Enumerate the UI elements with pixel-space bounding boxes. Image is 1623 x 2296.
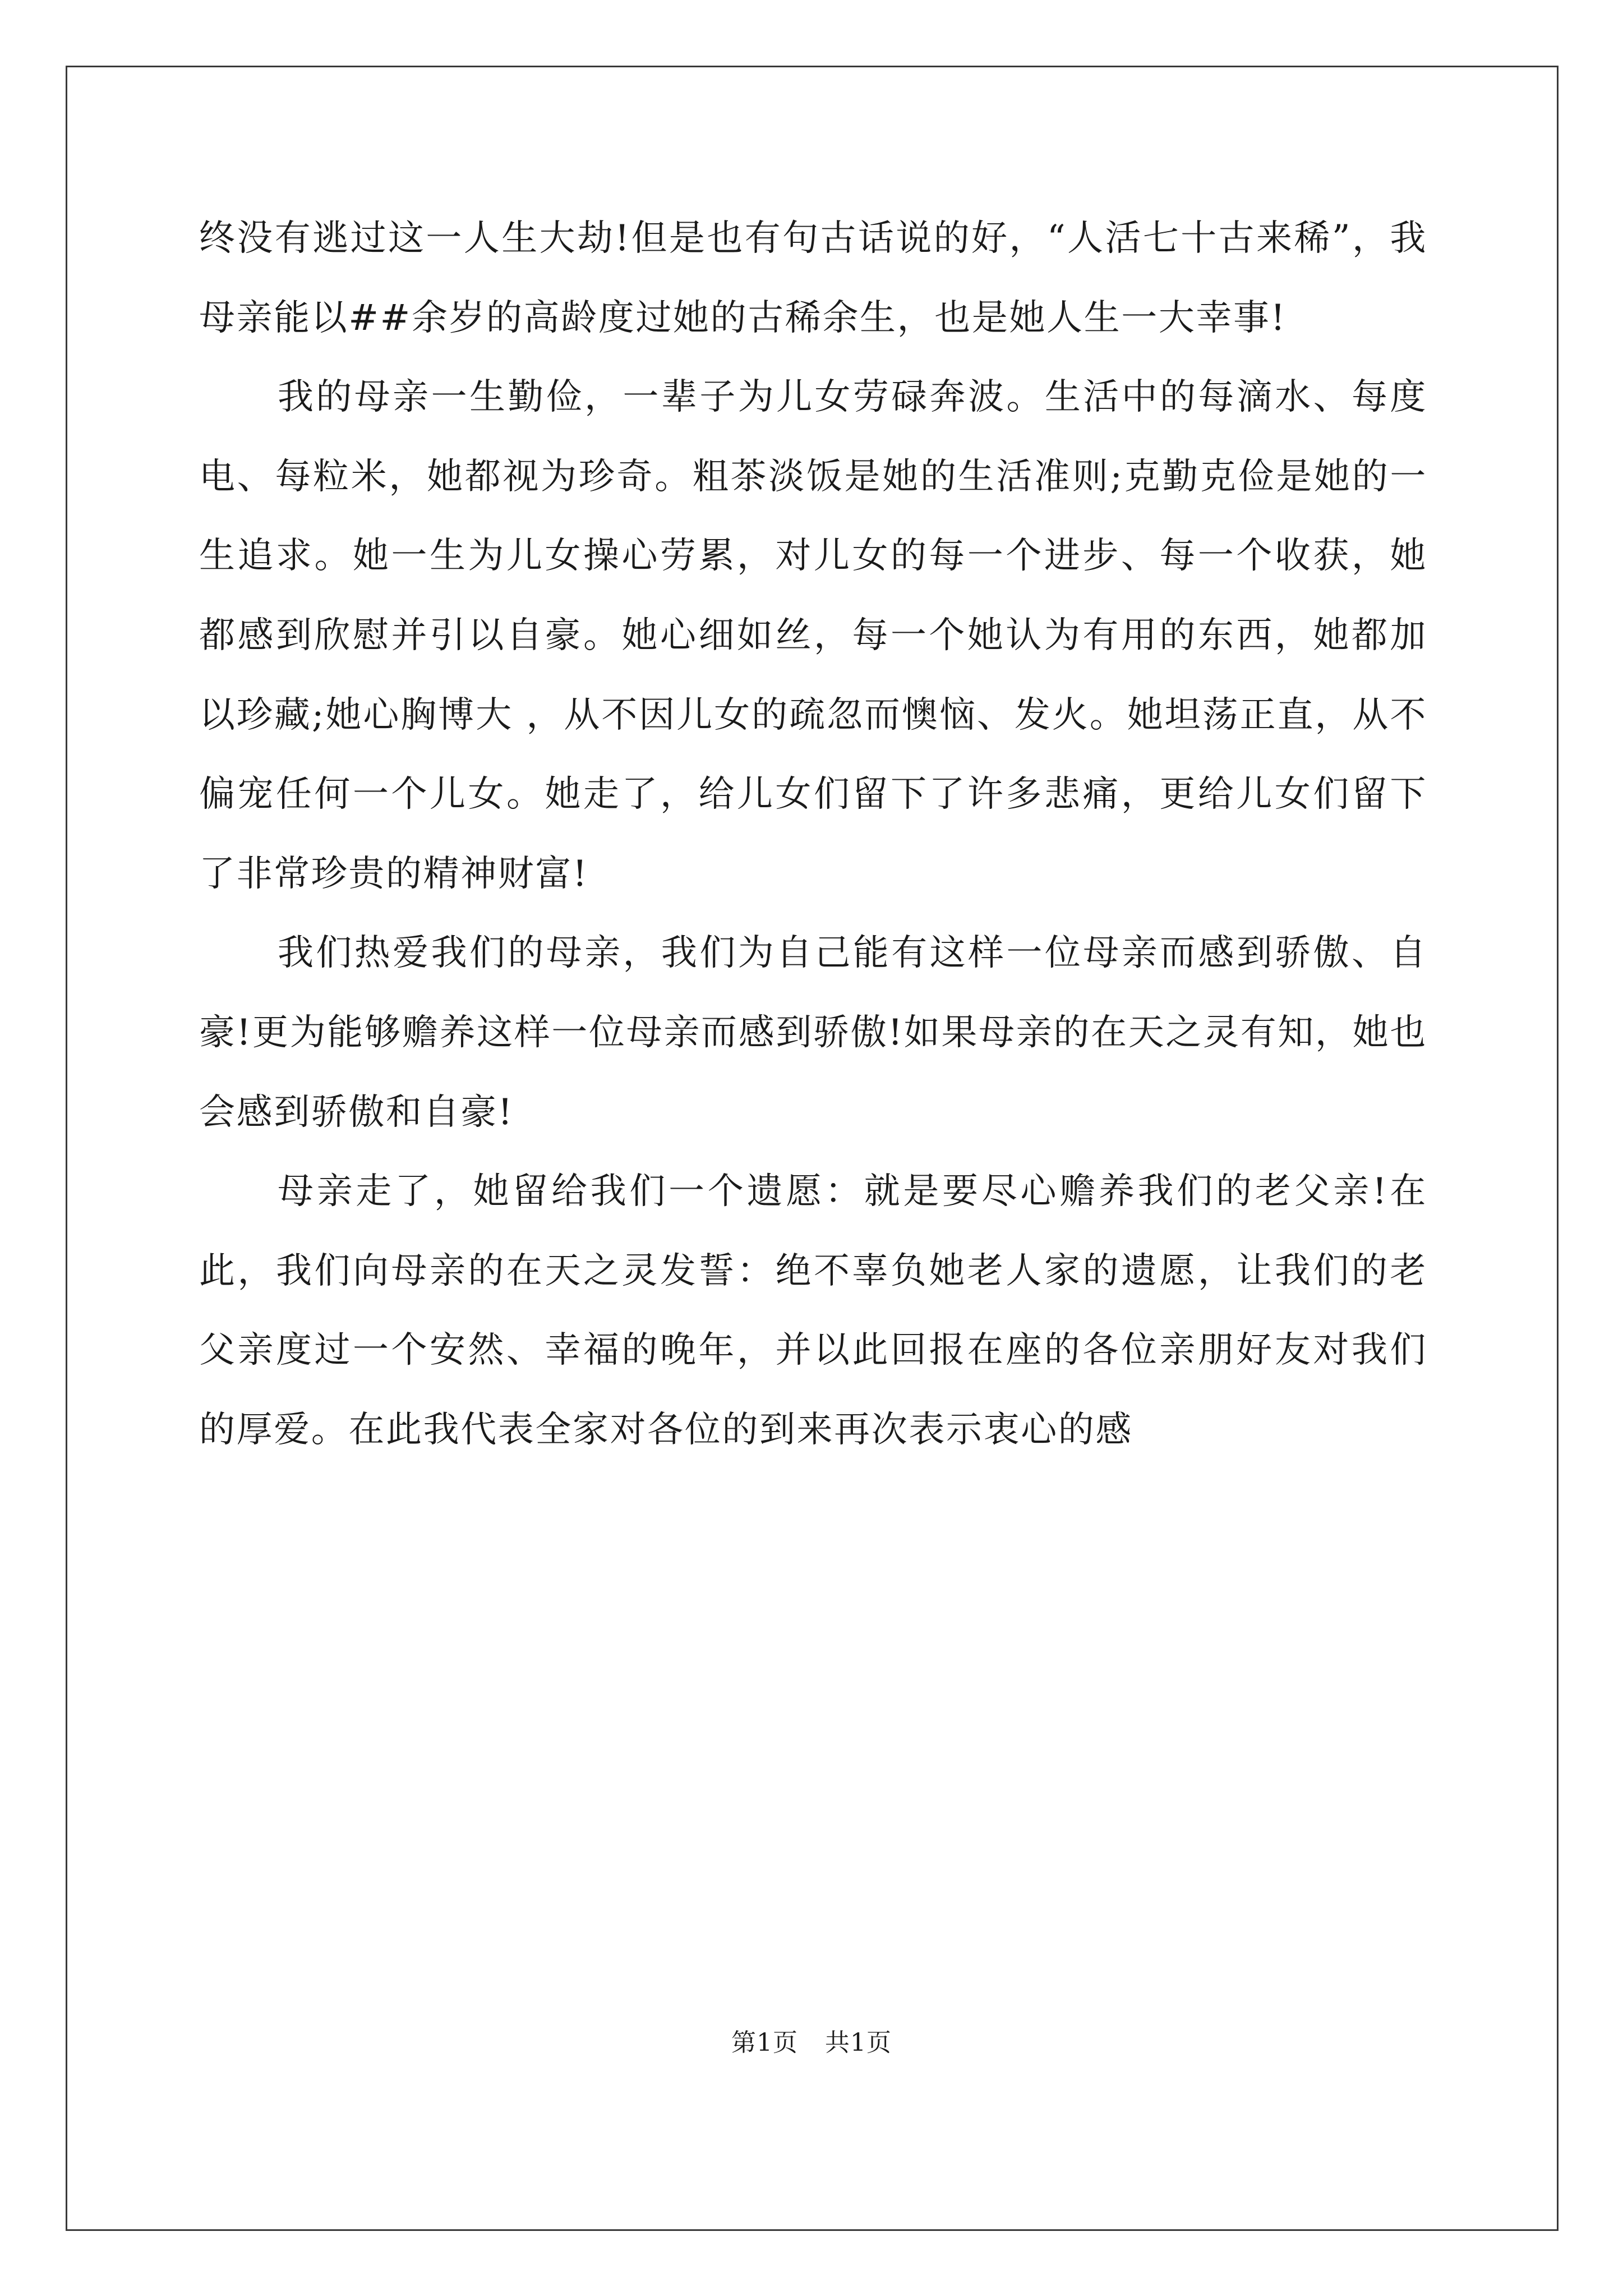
paragraph-2: 我的母亲一生勤俭，一辈子为儿女劳碌奔波。生活中的每滴水、每度电、每粒米，她都视为珍奇。粗茶淡饭是她的生活准则;克勤克俭是她的一生追求。她一生为儿女操心劳累，对儿女的每一个进步、每一个收获，她都感到欣慰并引以自豪。她心细如丝，每一个她认为有用的东西，她都加以珍藏;她心胸博大 ，从不因儿女的疏忽而懊恼、发火。她坦荡正直，从不偏宠任何一个儿女。她走了，给儿女们留下了许多悲痛，更给儿女们留下了非常珍贵的精神财富!: [199, 376, 1427, 895]
paragraph-1: 终没有逃过这一人生大劫!但是也有句古话说的好，“人活七十古来稀”，我母亲能以##余岁的高龄度过她的古稀余生，也是她人生一大幸事!: [199, 218, 1427, 339]
page-number-current: 第1页: [731, 2028, 798, 2057]
document-body: [199, 199, 1427, 1470]
page-number-total: 共1页: [825, 2028, 892, 2057]
page-footer: [0, 2026, 1623, 2060]
paragraph-4: 母亲走了，她留给我们一个遗愿：就是要尽心赡养我们的老父亲!在此，我们向母亲的在天之灵发誓：绝不辜负她老人家的遗愿，让我们的老父亲度过一个安然、幸福的晚年，并以此回报在座的各位亲朋好友对我们的厚爱。在此我代表全家对各位的到来再次表示衷心的感: [199, 1171, 1427, 1451]
paragraph-3: 我们热爱我们的母亲，我们为自己能有这样一位母亲而感到骄傲、自豪!更为能够赡养这样一位母亲而感到骄傲!如果母亲的在天之灵有知，她也会感到骄傲和自豪!: [199, 932, 1427, 1133]
